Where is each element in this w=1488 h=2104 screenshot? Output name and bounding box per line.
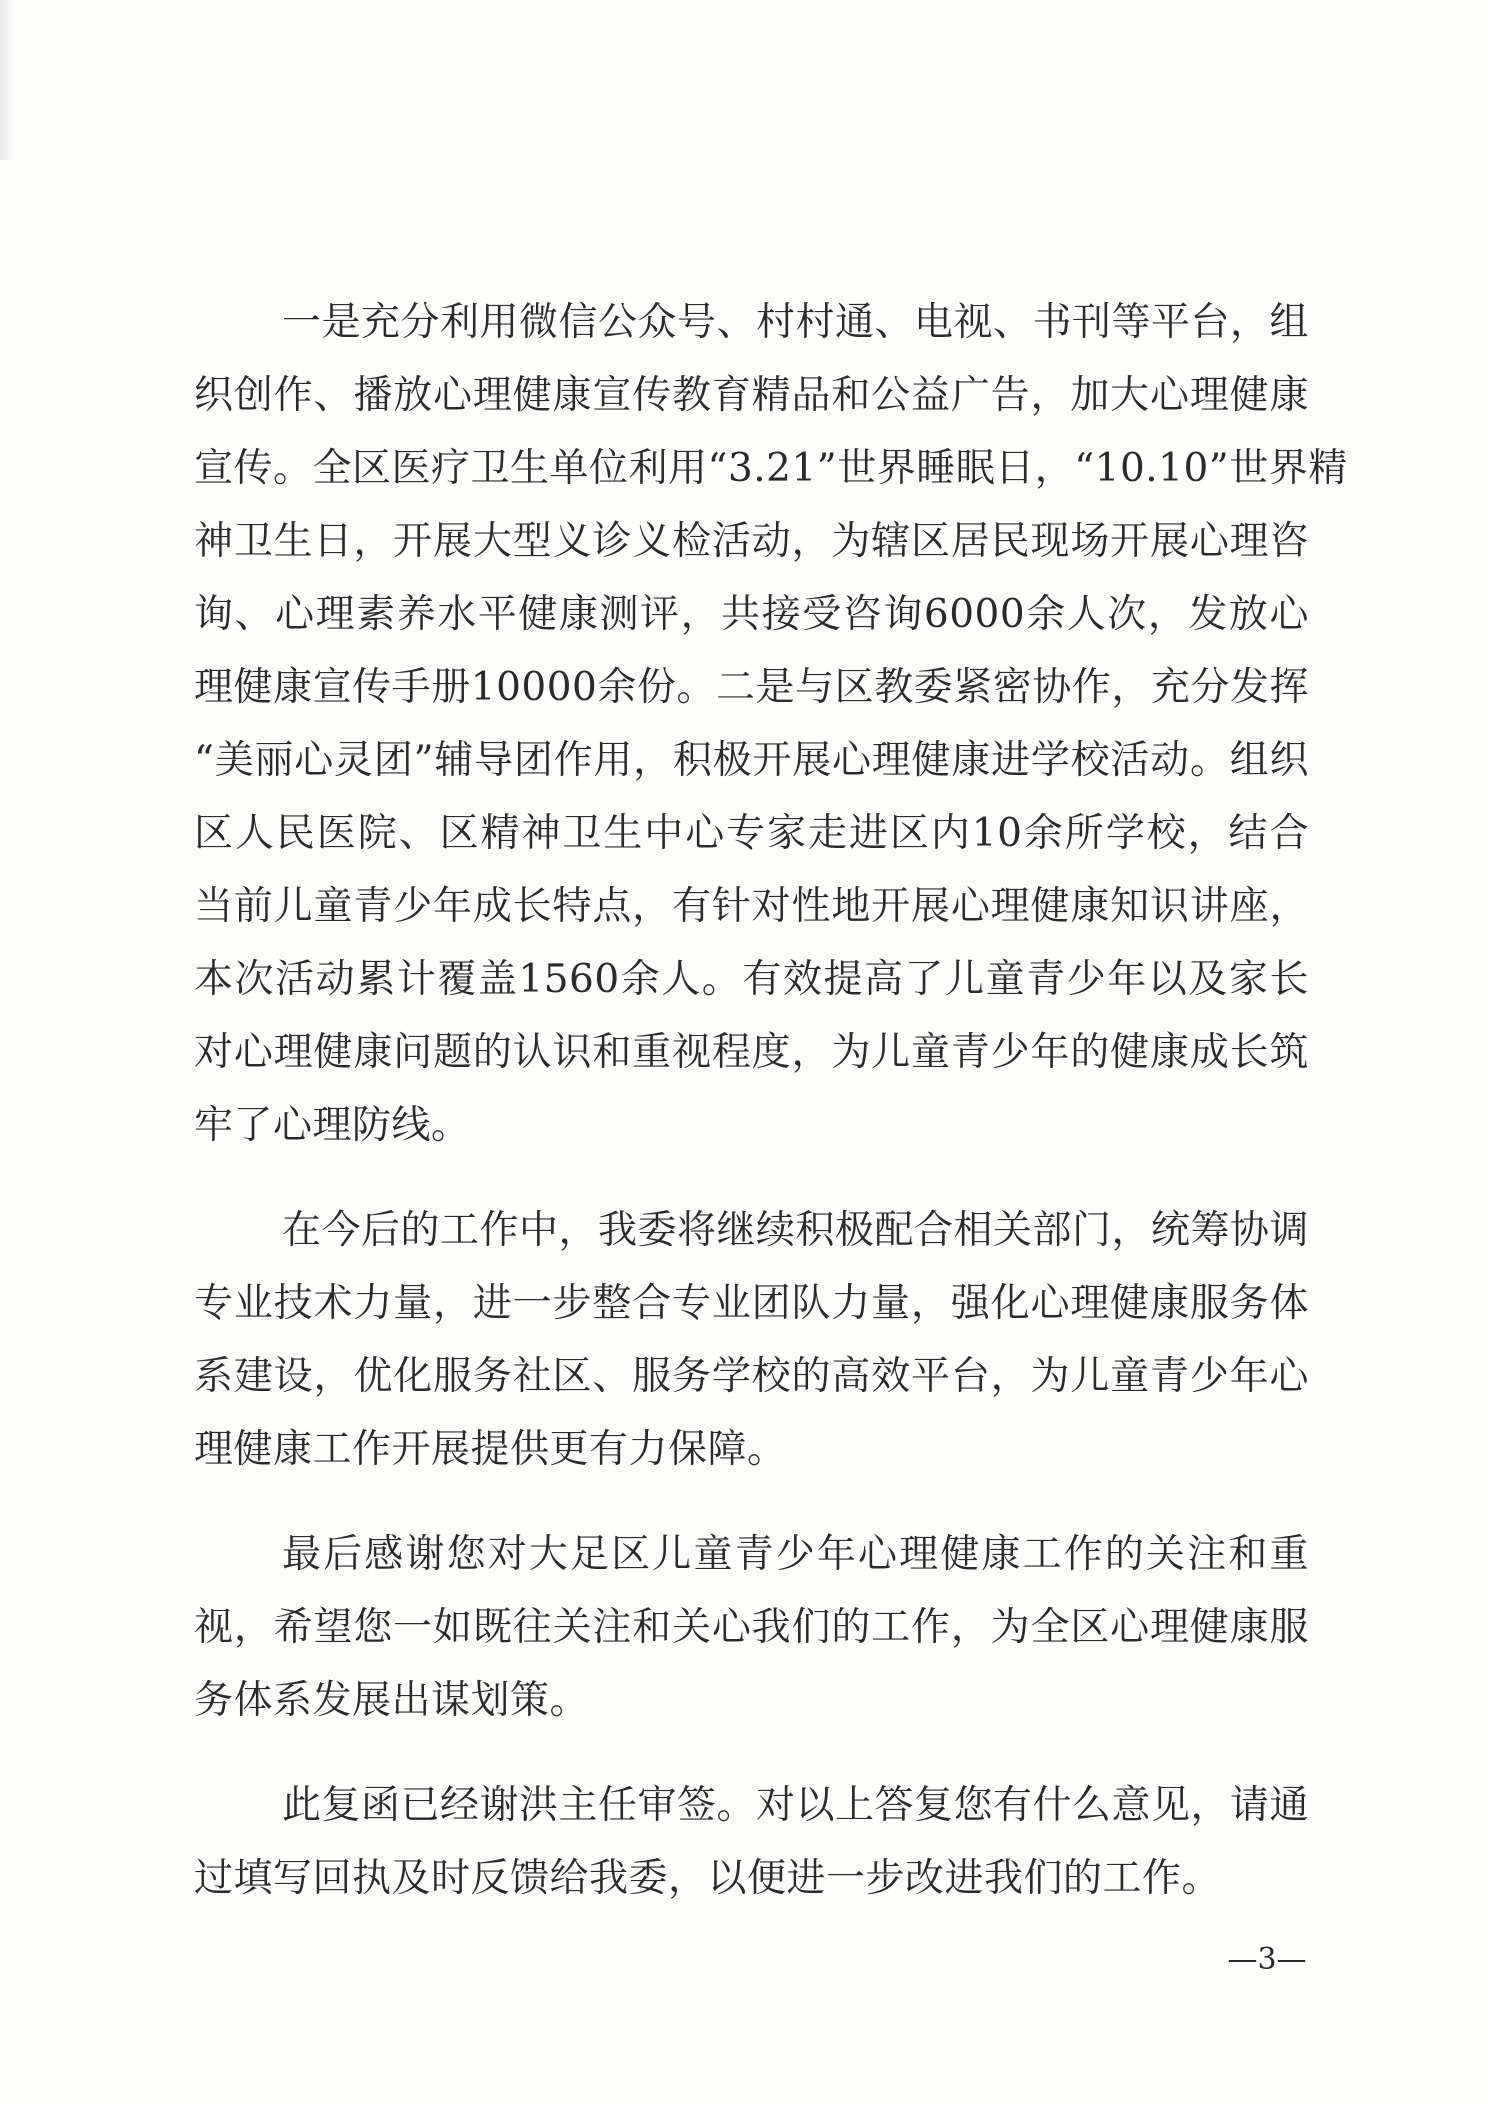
text-line: 此复函已经谢洪主任审签。对以上答复您有什么意见，请通 [282, 1783, 1310, 1828]
page-number: —3— [1227, 1942, 1307, 1977]
text-line: 一是充分利用微信公众号、村村通、电视、书刊等平台，组 [282, 300, 1310, 345]
text-line: 视，希望您一如既往关注和关心我们的工作，为全区心理健康服 [194, 1605, 1309, 1650]
text-line: 理健康宣传手册10000余份。二是与区教委紧密协作，充分发挥 [194, 665, 1309, 710]
paragraph-sign-off [194, 1769, 1309, 1915]
text-line: 过填写回执及时反馈给我委，以便进一步改进我们的工作。 [194, 1856, 1222, 1901]
text-line: 当前儿童青少年成长特点，有针对性地开展心理健康知识讲座， [194, 884, 1309, 929]
text-line: 理健康工作开展提供更有力保障。 [194, 1427, 787, 1472]
text-line: 专业技术力量，进一步整合专业团队力量，强化心理健康服务体 [194, 1281, 1309, 1326]
text-line: 系建设，优化服务社区、服务学校的高效平台，为儿童青少年心 [194, 1354, 1309, 1399]
text-line: 神卫生日，开展大型义诊义检活动，为辖区居民现场开展心理咨 [194, 519, 1309, 564]
paragraph-thanks [194, 1518, 1309, 1737]
text-line: 在今后的工作中，我委将继续积极配合相关部门，统筹协调 [282, 1208, 1310, 1253]
text-line: 牢了心理防线。 [194, 1103, 471, 1148]
paragraph-outreach-activities [194, 286, 1348, 1162]
letter-body [194, 286, 1348, 1947]
text-line: 区人民医院、区精神卫生中心专家走进区内10余所学校，结合 [194, 811, 1309, 856]
text-line: 本次活动累计覆盖1560余人。有效提高了儿童青少年以及家长 [194, 957, 1309, 1002]
text-line: 宣传。全区医疗卫生单位利用“3.21”世界睡眠日，“10.10”世界精 [194, 446, 1348, 491]
text-line: “美丽心灵团”辅导团作用，积极开展心理健康进学校活动。组织 [194, 738, 1309, 783]
text-line: 询、心理素养水平健康测评，共接受咨询6000余人次，发放心 [194, 592, 1309, 637]
text-line: 最后感谢您对大足区儿童青少年心理健康工作的关注和重 [282, 1532, 1309, 1577]
text-line: 对心理健康问题的认识和重视程度，为儿童青少年的健康成长筑 [194, 1030, 1309, 1075]
paragraph-future-work [194, 1194, 1309, 1486]
text-line: 织创作、播放心理健康宣传教育精品和公益广告，加大心理健康 [194, 373, 1309, 418]
scan-edge-shadow [0, 0, 14, 160]
text-line: 务体系发展出谋划策。 [194, 1678, 590, 1723]
